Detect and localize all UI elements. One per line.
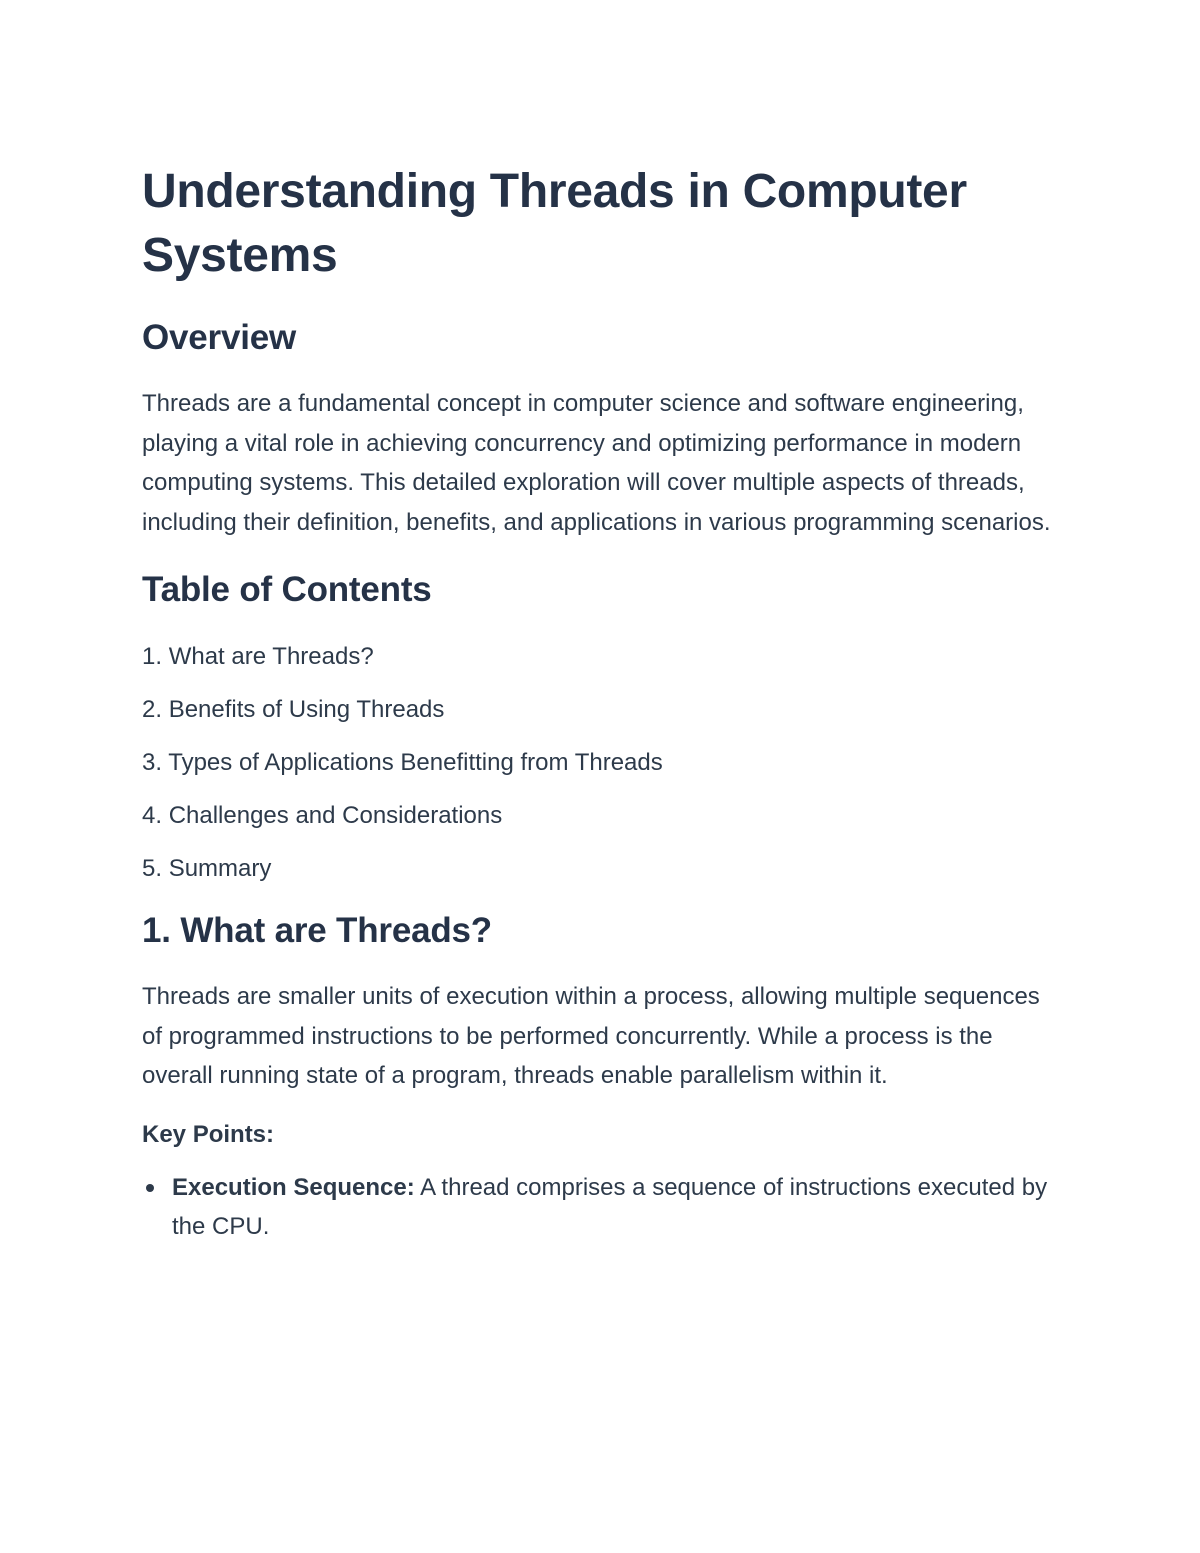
- key-point-text: A thread comprises a sequence of instructions executed by the CPU.: [172, 1173, 1048, 1240]
- bullet-dot-icon: [146, 1184, 154, 1192]
- toc-item-number: 3.: [142, 749, 163, 776]
- toc-item-label: Challenges and Considerations: [168, 802, 503, 829]
- key-point-item: [142, 1168, 1062, 1247]
- key-points-label: Key Points:: [142, 1120, 275, 1148]
- section-1-paragraph: Threads are smaller units of execution within a process, allowing multiple sequences of programmed instructions to be performed concurrently. While a process is the overall running state of a program, threads enable parallelism within it.: [142, 983, 1040, 1089]
- toc-item: [142, 842, 1062, 895]
- key-points-list: [142, 1168, 1062, 1247]
- toc-item: [142, 736, 1062, 789]
- document-title: Understanding Threads in Computer Systems: [142, 165, 967, 282]
- toc-item-label: Benefits of Using Threads: [168, 696, 445, 723]
- toc-item-number: 5.: [142, 855, 163, 882]
- toc-item-label: Types of Applications Benefitting from Threads: [168, 749, 663, 776]
- section-1-heading: 1. What are Threads?: [142, 911, 492, 950]
- document-page: [142, 160, 1062, 1247]
- key-point-term: Execution Sequence:: [172, 1173, 415, 1201]
- toc-item-label: Summary: [168, 855, 272, 882]
- toc-heading: Table of Contents: [142, 570, 432, 609]
- toc-item: [142, 630, 1062, 683]
- overview-heading: Overview: [142, 318, 297, 357]
- overview-paragraph: Threads are a fundamental concept in computer science and software engineering, playing a vital role in achieving concurrency and optimizing performance in modern computing systems. This detailed exploration will cover multiple aspects of threads, including their definition, benefits, and applications in various programming scenarios.: [142, 390, 1051, 536]
- toc-item-number: 1.: [142, 643, 163, 670]
- toc-item-label: What are Threads?: [168, 643, 374, 670]
- toc-item: [142, 683, 1062, 736]
- toc-item-number: 4.: [142, 802, 163, 829]
- toc-item-number: 2.: [142, 696, 163, 723]
- toc-item: [142, 789, 1062, 842]
- toc-list: [142, 630, 1062, 895]
